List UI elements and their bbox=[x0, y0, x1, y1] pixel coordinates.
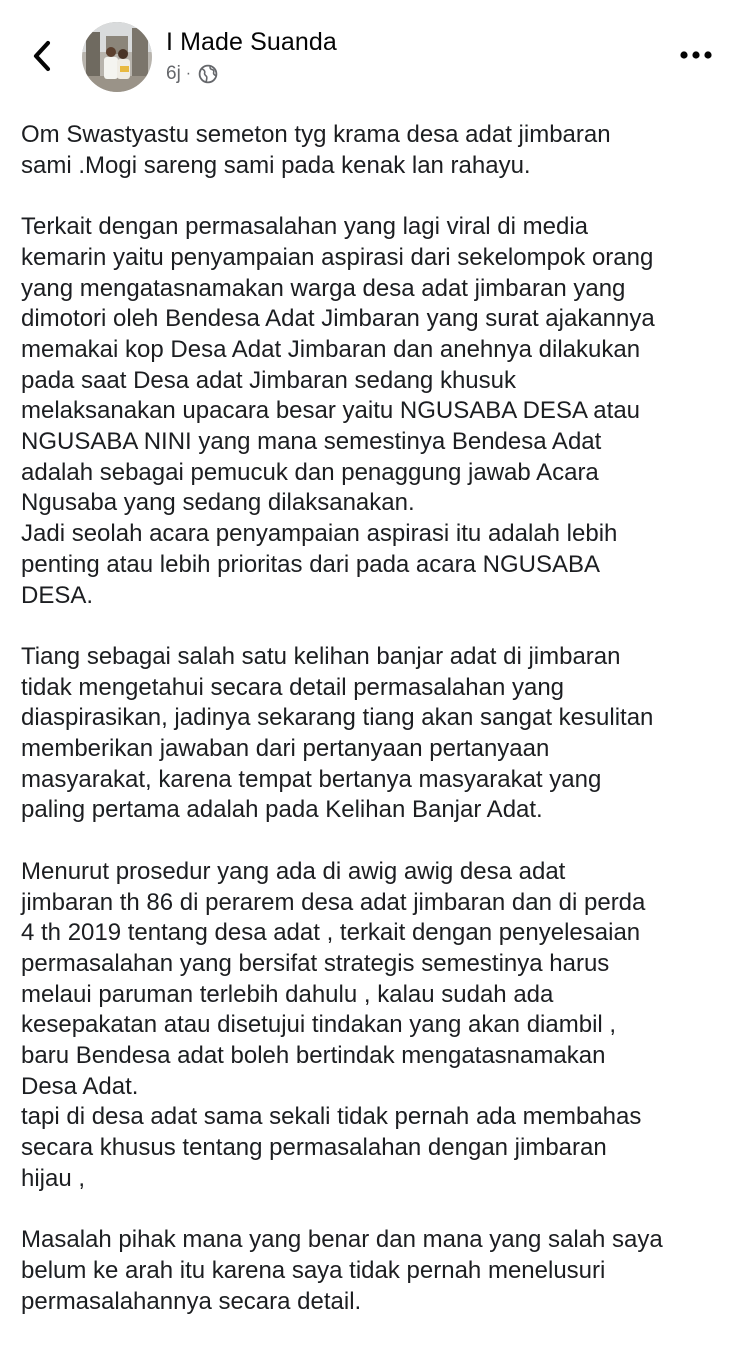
post-header bbox=[0, 0, 738, 110]
post-line: Tiang sebagai salah satu kelihan banjar adat di jimbaran bbox=[21, 642, 621, 670]
post-line: permasalahan yang bersifat strategis semestinya harus bbox=[21, 949, 610, 977]
post-line: kemarin yaitu penyampaian aspirasi dari sekelompok orang bbox=[21, 243, 654, 271]
post-paragraph bbox=[21, 642, 721, 826]
post-line: permasalahannya secara detail. bbox=[21, 1287, 362, 1315]
more-dots-icon bbox=[679, 50, 713, 60]
avatar-photo bbox=[82, 22, 152, 92]
post-line: kesepakatan atau disetujui tindakan yang akan diambil , bbox=[21, 1011, 617, 1039]
post-line: paling pertama adalah pada Kelihan Banjar Adat. bbox=[21, 796, 543, 824]
post-line: tidak mengetahui secara detail permasalahan yang bbox=[21, 673, 565, 701]
post-line: Ngusaba yang sedang dilaksanakan. bbox=[21, 489, 415, 517]
post-line: yang mengatasnamakan warga desa adat jimbaran yang bbox=[21, 274, 626, 302]
post-paragraph bbox=[21, 120, 721, 181]
post-line: penting atau lebih prioritas dari pada acara NGUSABA bbox=[21, 550, 600, 578]
author-name[interactable]: I Made Suanda bbox=[166, 28, 337, 56]
post-line: adalah sebagai pemucuk dan penaggung jawab Acara bbox=[21, 458, 599, 486]
post-line: pada saat Desa adat Jimbaran sedang khusuk bbox=[21, 366, 516, 394]
post-line: masyarakat, karena tempat bertanya masyarakat yang bbox=[21, 765, 602, 793]
post-line: Desa Adat. bbox=[21, 1072, 139, 1100]
post-line: belum ke arah itu karena saya tidak pernah menelusuri bbox=[21, 1256, 606, 1284]
post-line: 4 th 2019 tentang desa adat , terkait dengan penyelesaian bbox=[21, 919, 641, 947]
post-line: Masalah pihak mana yang benar dan mana yang salah saya bbox=[21, 1226, 663, 1254]
more-options-button[interactable] bbox=[676, 40, 716, 70]
avatar[interactable] bbox=[82, 22, 152, 92]
post-line: memberikan jawaban dari pertanyaan pertanyaan bbox=[21, 735, 550, 763]
globe-icon bbox=[198, 64, 218, 84]
post-line: sami .Mogi sareng sami pada kenak lan rahayu. bbox=[21, 151, 531, 179]
post-line: tapi di desa adat sama sekali tidak pernah ada membahas bbox=[21, 1103, 642, 1131]
post-line: memakai kop Desa Adat Jimbaran dan anehnya dilakukan bbox=[21, 335, 641, 363]
post-line: DESA. bbox=[21, 581, 94, 609]
post-line: hijau , bbox=[21, 1164, 86, 1192]
post-meta bbox=[166, 63, 218, 85]
post-line: jimbaran th 86 di perarem desa adat jimbaran dan di perda bbox=[21, 888, 646, 916]
post-paragraph bbox=[21, 857, 721, 1195]
post-line: Jadi seolah acara penyampaian aspirasi itu adalah lebih bbox=[21, 520, 618, 548]
post-time[interactable]: 6j bbox=[166, 63, 181, 84]
post-paragraph bbox=[21, 212, 721, 611]
post-line: melaui paruman terlebih dahulu , kalau sudah ada bbox=[21, 980, 554, 1008]
post-line: Om Swastyastu semeton tyg krama desa adat jimbaran bbox=[21, 121, 611, 148]
chevron-left-icon bbox=[31, 39, 53, 73]
back-button[interactable] bbox=[22, 36, 62, 76]
post-line: NGUSABA NINI yang mana semestinya Bendesa Adat bbox=[21, 428, 602, 456]
post-line: Menurut prosedur yang ada di awig awig desa adat bbox=[21, 857, 566, 885]
post-paragraph bbox=[21, 1225, 721, 1317]
post-line: diaspirasikan, jadinya sekarang tiang akan sangat kesulitan bbox=[21, 704, 654, 732]
post-line: melaksanakan upacara besar yaitu NGUSABA DESA atau bbox=[21, 397, 641, 425]
post-line: Terkait dengan permasalahan yang lagi viral di media bbox=[21, 213, 588, 241]
post-text bbox=[21, 120, 721, 1348]
post-line: dimotori oleh Bendesa Adat Jimbaran yang surat ajakannya bbox=[21, 305, 655, 333]
meta-separator: · bbox=[185, 65, 192, 82]
post-line: secara khusus tentang permasalahan dengan jimbaran bbox=[21, 1134, 607, 1162]
post-line: baru Bendesa adat boleh bertindak mengatasnamakan bbox=[21, 1042, 606, 1070]
